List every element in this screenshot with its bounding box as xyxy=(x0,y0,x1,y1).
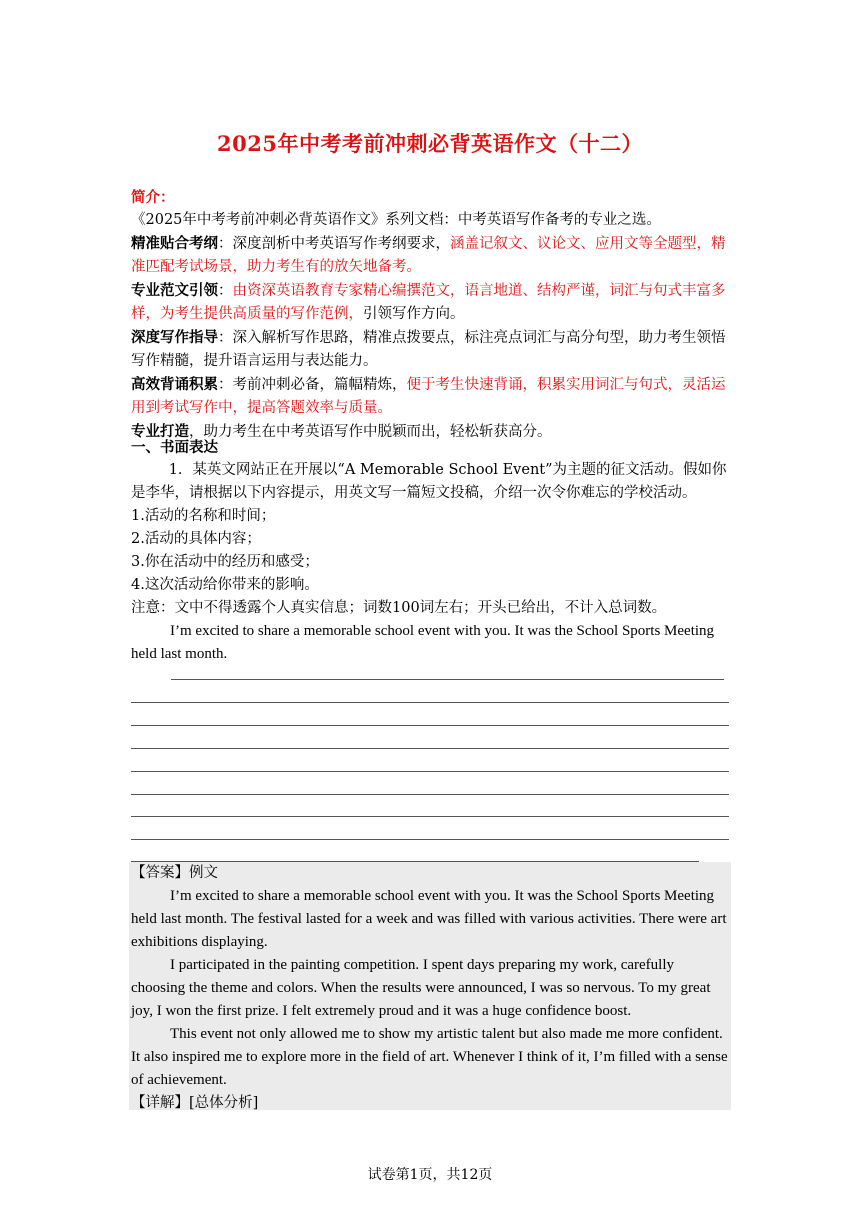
question-note: 注意：文中不得透露个人真实信息；词数100词左右；开头已给出，不计入总词数。 xyxy=(131,600,667,616)
answer-paragraph: I participated in the painting competition. I spent days preparing my work, carefully choosing the theme and colors. When the results were announced, I was so nervous. To my great joy, I won the first prize. I felt extremely proud and it was a huge confidence boost. xyxy=(131,957,711,1019)
intro-item-model-essays: 专业范文引领：由资深英语教育专家精心编撰范文，语言地道、结构严谨，词汇与句式丰富多样，为考生提供高质量的写作范例，引领写作方向。 xyxy=(131,282,726,322)
section-heading: 一、书面表达 xyxy=(131,439,218,456)
answer-line xyxy=(131,748,729,749)
intro-heading: 简介： xyxy=(131,189,175,206)
document-title: 2025年中考考前冲刺必背英语作文（十二） xyxy=(217,131,643,156)
prompt-point: 4.这次活动给你带来的影响。 xyxy=(131,577,319,593)
intro-item-exam-alignment: 精准贴合考纲：深度剖析中考英语写作考纲要求，涵盖记叙文、议论文、应用文等全题型，精准匹配考试场景，助力考生有的放矢地备考。 xyxy=(131,235,726,275)
answer-line xyxy=(131,702,729,703)
answer-paragraph: This event not only allowed me to show my artistic talent but also made me more confident. It also inspired me to explore more in the field of art. Whenever I think of it, I’m filled with a sense of achievement. xyxy=(131,1026,728,1088)
prompt-point: 3.你在活动中的经历和感受； xyxy=(131,554,319,570)
answer-detail: 【详解】[总体分析] xyxy=(131,1095,259,1111)
answer-line xyxy=(131,816,729,817)
answer-line xyxy=(131,839,729,840)
intro-item-professional: 专业打造，助力考生在中考英语写作中脱颖而出，轻松斩获高分。 xyxy=(131,423,552,440)
answer-box xyxy=(129,862,731,1110)
page-footer: 试卷第1页，共12页 xyxy=(367,1167,493,1183)
prompt-point: 2.活动的具体内容； xyxy=(131,531,261,547)
answer-line xyxy=(171,679,724,680)
answer-paragraph: I’m excited to share a memorable school event with you. It was the School Sports Meeting held last month. The festival lasted for a week and was filled with various activities. There were art exhibitions displaying. xyxy=(131,888,727,950)
prompt-point: 1.活动的名称和时间； xyxy=(131,508,276,524)
question-prompt: 1．某英文网站正在开展以“A Memorable School Event”为主题的征文活动。假如你是李华，请根据以下内容提示，用英文写一篇短文投稿，介绍一次令你难忘的学校活动。 xyxy=(131,462,727,501)
intro-item-memorization: 高效背诵积累：考前冲刺必备，篇幅精炼，便于考生快速背诵，积累实用词汇与句式，灵活运用到考试写作中，提高答题效率与质量。 xyxy=(131,376,726,416)
question-section xyxy=(131,436,731,666)
answer-line xyxy=(131,771,729,772)
answer-line xyxy=(131,725,729,726)
answer-line xyxy=(131,794,729,795)
intro-section xyxy=(131,186,731,444)
intro-line: 《2025年中考考前冲刺必背英语作文》系列文档：中考英语写作备考的专业之选。 xyxy=(131,212,661,228)
intro-item-writing-guidance: 深度写作指导：深入解析写作思路，精准点拨要点，标注亮点词汇与高分句型，助力考生领悟写作精髓，提升语言运用与表达能力。 xyxy=(131,329,726,369)
answer-label: 【答案】例文 xyxy=(131,865,218,881)
essay-opening: I’m excited to share a memorable school event with you. It was the School Sports Meeting held last month. xyxy=(131,623,715,662)
